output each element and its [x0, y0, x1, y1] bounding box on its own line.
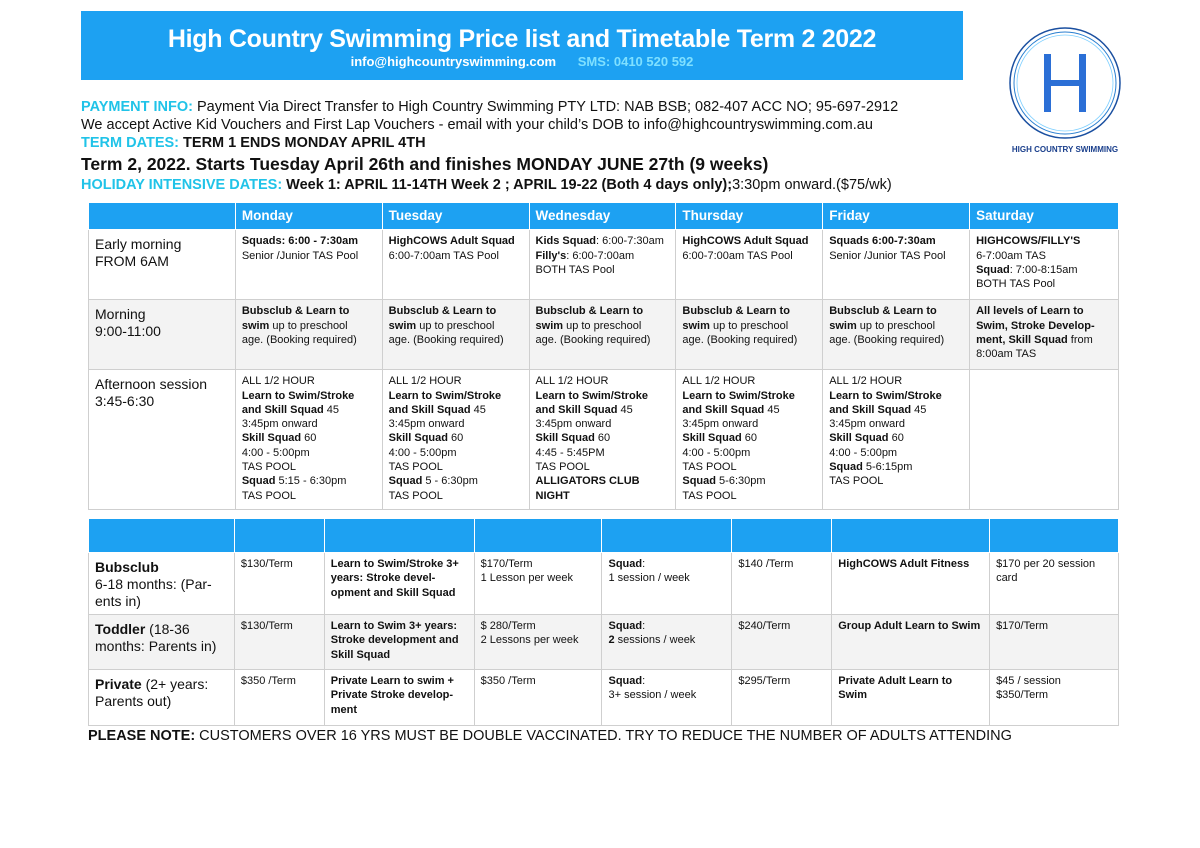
vouchers-info: We accept Active Kid Vouchers and First Lap Vouchers - email with your child’s DOB to info@highcountryswimming.com.au — [81, 117, 873, 133]
table-cell: Squads 6:00-7:30am Senior /Junior TAS Pool — [823, 230, 970, 300]
title-banner — [81, 11, 963, 80]
day-wednesday: Wednesday — [529, 203, 676, 230]
price-cell: $45 / session $350/Term — [990, 670, 1119, 726]
price-cell: $170 per 20 session card — [990, 553, 1119, 615]
program-cell: HighCOWS Adult Fitness — [832, 553, 990, 615]
row-early-morning — [89, 230, 1119, 300]
term2-dates: Term 2, 2022. Starts Tuesday April 26th and finishes MONDAY JUNE 27th (9 weeks) — [81, 154, 769, 174]
row-morning — [89, 300, 1119, 370]
price-cell: $350 /Term — [474, 670, 602, 726]
table-cell: ALL 1/2 HOUR Learn to Swim/Stroke and Skill Squad 45 3:45pm onward Skill Squad 60 4:00 - 5:00pm TAS POOL Squad 5:15 - 6:30pm TAS POOL — [235, 370, 382, 510]
table-cell: HighCOWS Adult Squad 6:00-7:00am TAS Pool — [676, 230, 823, 300]
price-cell: $295/Term — [732, 670, 832, 726]
squad-cell: Squad: 3+ session / week — [602, 670, 732, 726]
table-cell: All levels of Learn to Swim, Stroke Develop- ment, Skill Squad from 8:00am TAS — [970, 300, 1119, 370]
row-label: Early morning FROM 6AM — [89, 230, 236, 300]
logo-caption: HIGH COUNTRY SWIMMING — [1011, 145, 1119, 154]
table-cell: Bubsclub & Learn to swim up to preschool age. (Booking required) — [235, 300, 382, 370]
program-cell: Group Adult Learn to Swim — [832, 615, 990, 670]
payment-info: PAYMENT INFO: Payment Via Direct Transfer to High Country Swimming PTY LTD: NAB BSB; 082-407 ACC NO; 95-697-2912 — [81, 99, 899, 115]
header-blank — [89, 203, 236, 230]
price-cell: $240/Term — [732, 615, 832, 670]
price-cell: $170/Term — [990, 615, 1119, 670]
table-cell: HighCOWS Adult Squad 6:00-7:00am TAS Pool — [382, 230, 529, 300]
table-cell: ALL 1/2 HOUR Learn to Swim/Stroke and Skill Squad 45 3:45pm onward Skill Squad 60 4:45 - 5:45PM TAS POOL ALLIGATORS CLUB NIGHT — [529, 370, 676, 510]
table-cell: Bubsclub & Learn to swim up to preschool age. (Booking required) — [676, 300, 823, 370]
price-cell: $170/Term 1 Lesson per week — [474, 553, 602, 615]
price-row-bubsclub — [89, 553, 1119, 615]
day-thursday: Thursday — [676, 203, 823, 230]
table-cell: Bubsclub & Learn to swim up to preschool age. (Booking required) — [823, 300, 970, 370]
price-row-toddler — [89, 615, 1119, 670]
high-country-swimming-logo-icon — [1008, 26, 1122, 140]
timetable-header — [89, 203, 1119, 230]
day-tuesday: Tuesday — [382, 203, 529, 230]
holiday-intensive: HOLIDAY INTENSIVE DATES: Week 1: APRIL 11-14TH Week 2 ; APRIL 19-22 (Both 4 days only);3:30pm onward.($75/wk) — [81, 177, 892, 193]
table-cell: Kids Squad: 6:00-7:30am Filly's: 6:00-7:00am BOTH TAS Pool — [529, 230, 676, 300]
day-friday: Friday — [823, 203, 970, 230]
squad-cell: Squad: 2 sessions / week — [602, 615, 732, 670]
program-cell: Learn to Swim 3+ years: Stroke development and Skill Squad — [324, 615, 474, 670]
row-afternoon — [89, 370, 1119, 510]
price-table — [88, 518, 1119, 726]
table-cell: ALL 1/2 HOUR Learn to Swim/Stroke and Skill Squad 45 3:45pm onward Skill Squad 60 4:00 - 5:00pm TAS POOL Squad 5 - 6:30pm TAS POOL — [382, 370, 529, 510]
timetable — [88, 202, 1119, 510]
table-cell: ALL 1/2 HOUR Learn to Swim/Stroke and Skill Squad 45 3:45pm onward Skill Squad 60 4:00 - 5:00pm TAS POOL Squad 5-6:30pm TAS POOL — [676, 370, 823, 510]
table-cell: HIGHCOWS/FILLY'S 6-7:00am TAS Squad: 7:00-8:15am BOTH TAS Pool — [970, 230, 1119, 300]
table-cell: Bubsclub & Learn to swim up to preschool age. (Booking required) — [529, 300, 676, 370]
table-cell: Squads: 6:00 - 7:30am Senior /Junior TAS Pool — [235, 230, 382, 300]
row-label: Afternoon session 3:45-6:30 — [89, 370, 236, 510]
price-cell: $350 /Term — [234, 670, 324, 726]
price-cell: $140 /Term — [732, 553, 832, 615]
contact-line — [81, 54, 963, 69]
term-dates: TERM DATES: TERM 1 ENDS MONDAY APRIL 4TH — [81, 135, 426, 151]
program-cell: Private Learn to swim + Private Stroke develop-ment — [324, 670, 474, 726]
program-cell: Learn to Swim/Stroke 3+ years: Stroke devel-opment and Skill Squad — [324, 553, 474, 615]
table-cell — [970, 370, 1119, 510]
price-cell: $ 280/Term 2 Lessons per week — [474, 615, 602, 670]
squad-cell: Squad: 1 session / week — [602, 553, 732, 615]
sms-number: SMS: 0410 520 592 — [577, 54, 694, 69]
row-label: Morning 9:00-11:00 — [89, 300, 236, 370]
page-title: High Country Swimming Price list and Timetable Term 2 2022 — [167, 25, 877, 53]
row-label: Private (2+ years: Parents out) — [89, 670, 235, 726]
row-label: Bubsclub 6-18 months: (Par-ents in) — [89, 553, 235, 615]
day-monday: Monday — [235, 203, 382, 230]
program-cell: Private Adult Learn to Swim — [832, 670, 990, 726]
please-note: PLEASE NOTE: CUSTOMERS OVER 16 YRS MUST BE DOUBLE VACCINATED. TRY TO REDUCE THE NUMBER OF ADULTS ATTENDING — [88, 728, 1012, 744]
day-saturday: Saturday — [970, 203, 1119, 230]
price-row-private — [89, 670, 1119, 726]
price-header — [89, 519, 1119, 553]
table-cell: ALL 1/2 HOUR Learn to Swim/Stroke and Skill Squad 45 3:45pm onward Skill Squad 60 4:00 - 5:00pm Squad 5-6:15pm TAS POOL — [823, 370, 970, 510]
price-cell: $130/Term — [234, 553, 324, 615]
email-link[interactable]: info@highcountryswimming.com — [350, 54, 557, 69]
table-cell: Bubsclub & Learn to swim up to preschool age. (Booking required) — [382, 300, 529, 370]
price-cell: $130/Term — [234, 615, 324, 670]
row-label: Toddler (18-36 months: Parents in) — [89, 615, 235, 670]
